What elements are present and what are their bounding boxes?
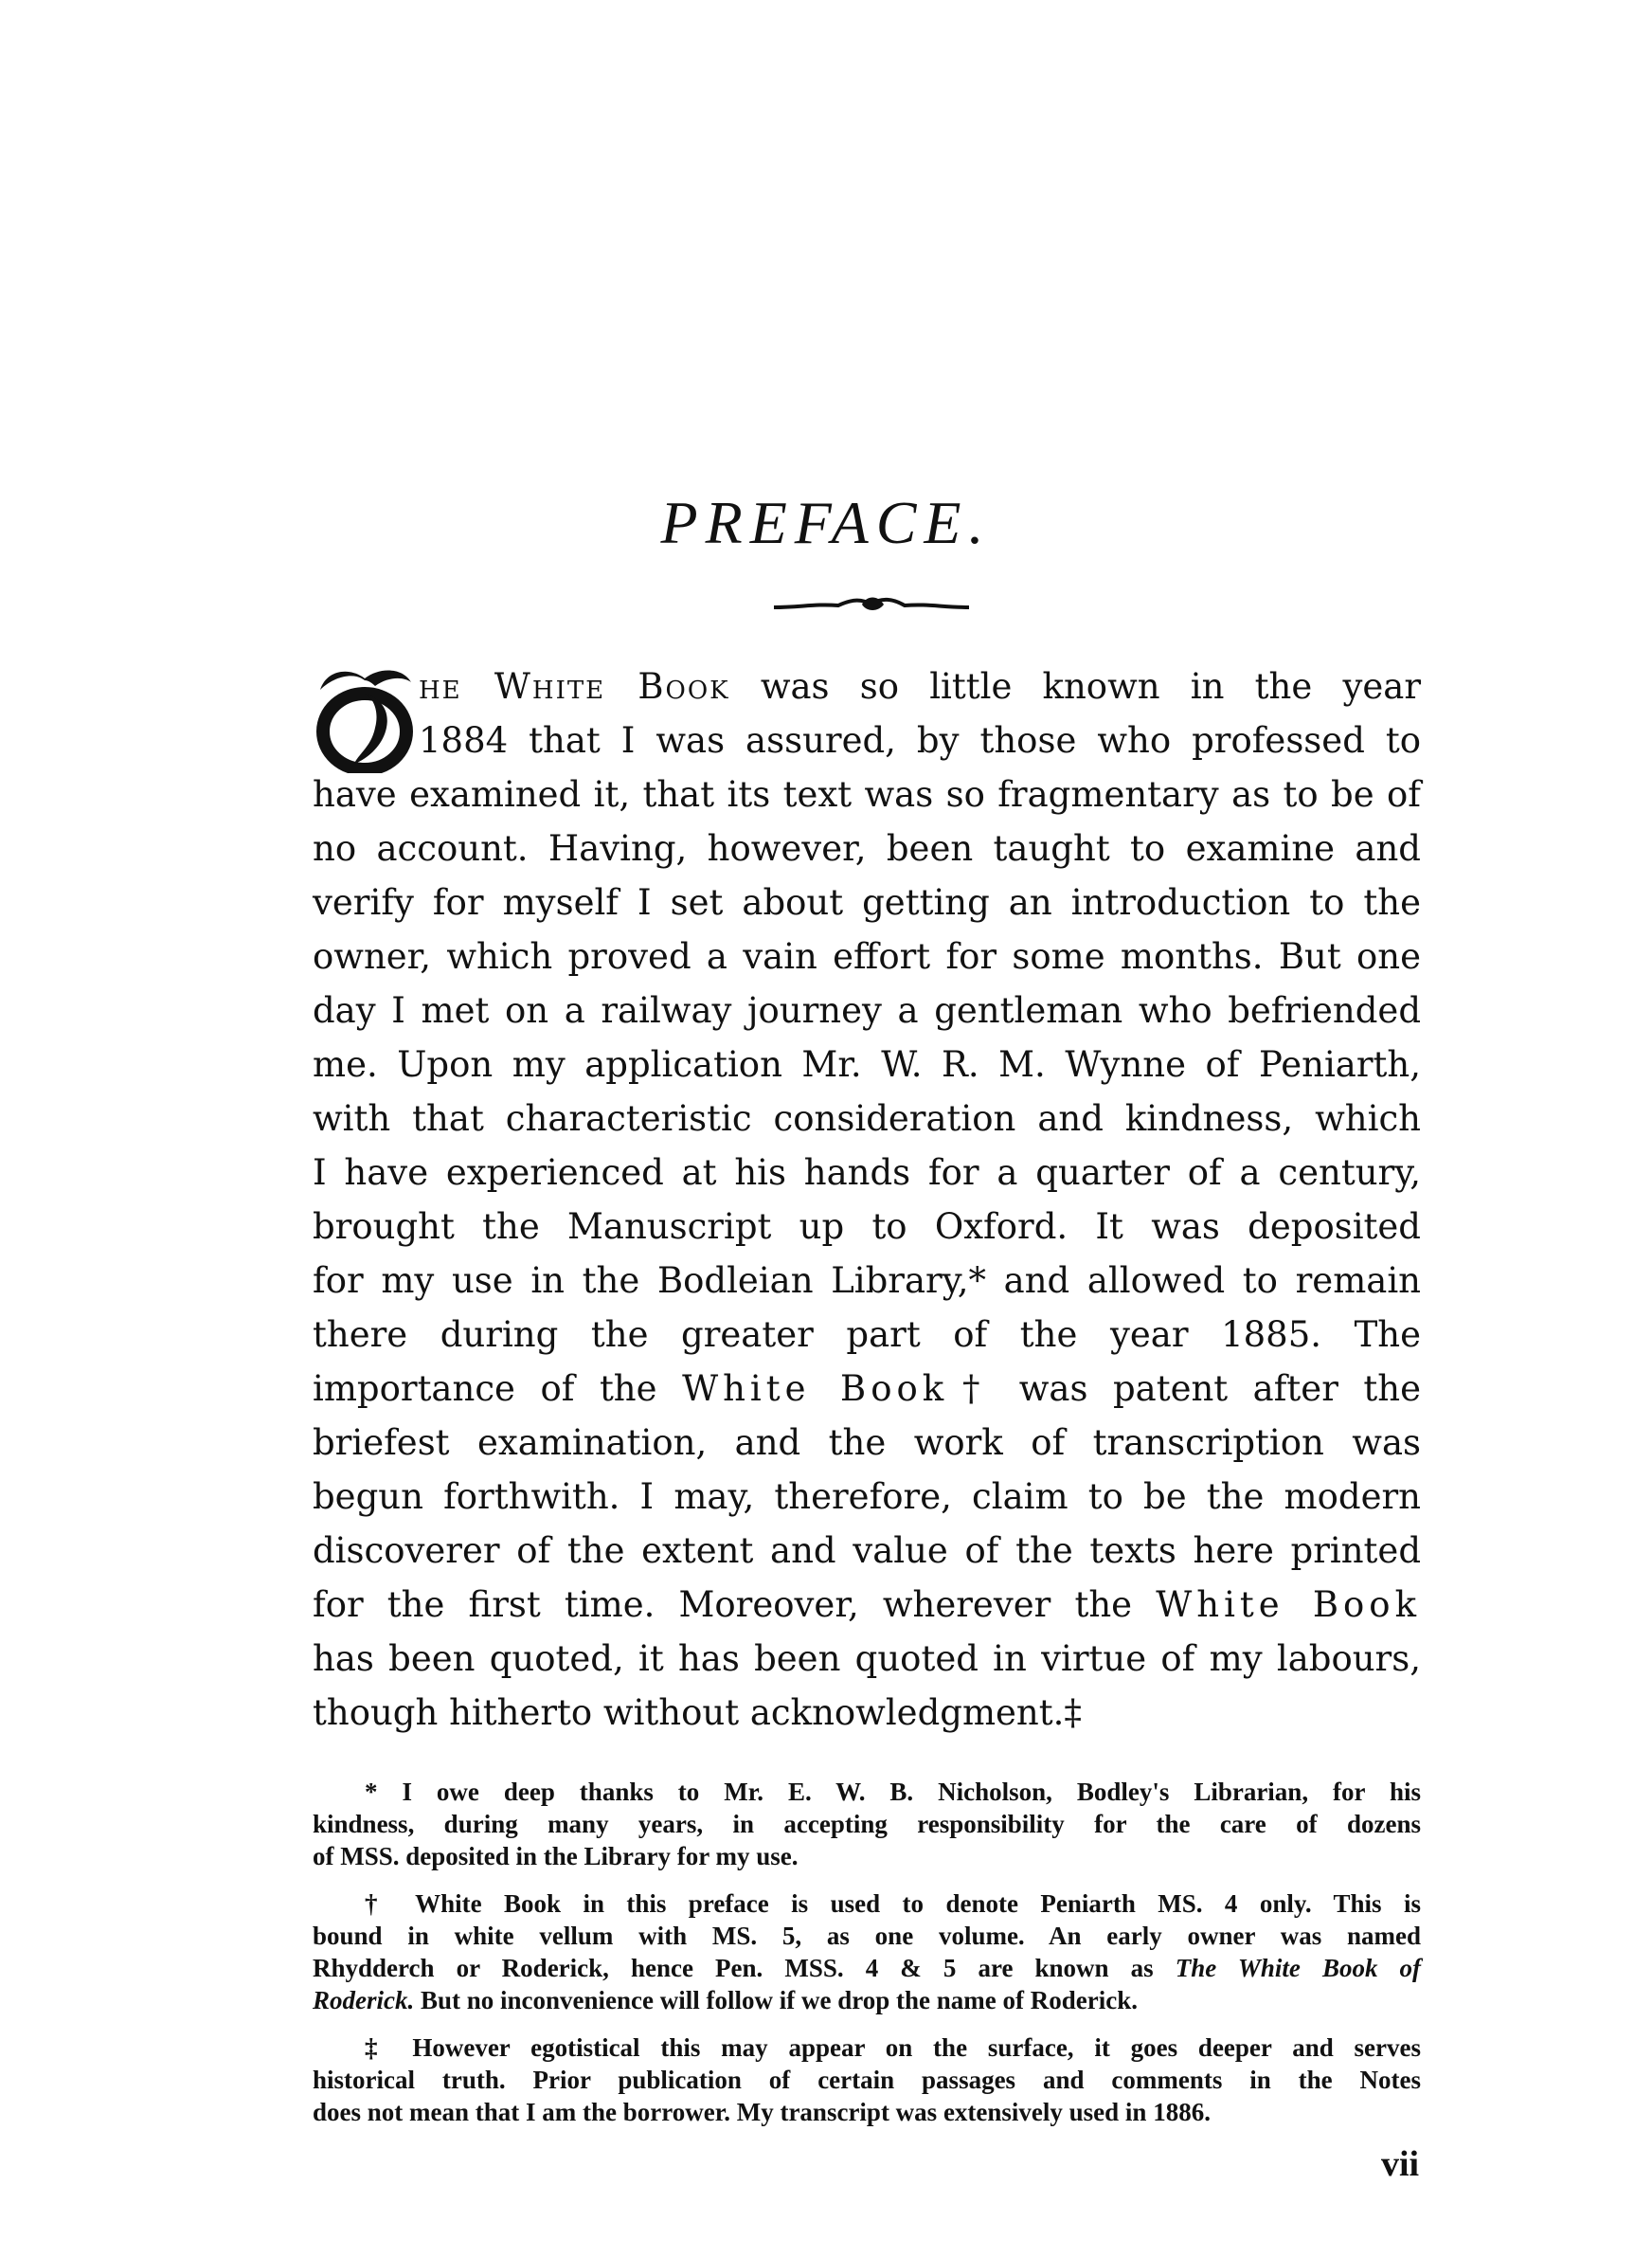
white-book-title: he White Book: [419, 666, 730, 707]
body-line: me. Upon my application Mr. W. R. M. Wynne of Peniarth,: [313, 1044, 1421, 1085]
page-number: vii: [1381, 2144, 1420, 2184]
footnotes: [313, 1776, 1421, 2128]
footnote-text: But no inconvenience will follow if we drop the name of Roderick.: [421, 1986, 1138, 2014]
body-line: owner, which proved a vain effort for some months. But one: [313, 936, 1421, 977]
body-line: discoverer of the extent and value of the texts here printed: [313, 1530, 1421, 1571]
body-line: there during the greater part of the year 1885. The: [313, 1314, 1421, 1355]
footnote-2: † White Book in this preface is used to denote Peniarth MS. 4 only. This is: [365, 1889, 1421, 1918]
footnote-line: of MSS. deposited in the Library for my use.: [313, 1842, 799, 1870]
body-line-18: [313, 1578, 1421, 1632]
body-line: I have experienced at his hands for a quarter of a century,: [313, 1152, 1421, 1193]
italic-title: Roderick.: [313, 1986, 415, 2014]
footnote-line: [313, 1952, 1421, 1984]
footnote-line: does not mean that I am the borrower. My transcript was extensively used in 1886.: [313, 2098, 1211, 2126]
footnote-line: [313, 1984, 1421, 2016]
body-line-1-text: was so little known in the year: [760, 666, 1422, 707]
white-book-mention: White Book: [682, 1368, 949, 1409]
ornament-divider-icon: [772, 595, 971, 616]
body-line: brought the Manuscript up to Oxford. It was deposited: [313, 1206, 1421, 1247]
body-line: have examined it, that its text was so fragmentary as to be of: [313, 774, 1421, 815]
white-book-mention: White Book: [1156, 1584, 1421, 1625]
page-title: PREFACE.: [660, 489, 992, 556]
opening-lines: [313, 659, 1421, 767]
body-line: day I met on a railway journey a gentleman who befriended: [313, 990, 1421, 1031]
footnote-text: Rhydderch or Roderick, hence Pen. MSS. 4 & 5 are known as: [313, 1954, 1154, 1982]
body-line-14-a: importance of the: [313, 1368, 657, 1409]
body-line: with that characteristic consideration and kindness, which: [313, 1098, 1421, 1139]
drop-cap: [313, 661, 417, 773]
body-line-14: [313, 1362, 1421, 1416]
footnote-line: bound in white vellum with MS. 5, as one volume. An early owner was named: [313, 1922, 1421, 1950]
body-line-18-a: for the first time. Moreover, wherever the: [313, 1584, 1133, 1625]
footnote-line: kindness, during many years, in accepting responsibility for the care of dozens: [313, 1810, 1421, 1838]
footnote-1: * I owe deep thanks to Mr. E. W. B. Nicholson, Bodley's Librarian, for his: [365, 1778, 1421, 1806]
body-line: has been quoted, it has been quoted in virtue of my labours,: [313, 1638, 1421, 1679]
body-line: briefest examination, and the work of transcription was: [313, 1422, 1421, 1463]
body-line-last: though hitherto without acknowledgment.‡: [313, 1692, 1082, 1733]
italic-title: The White Book of: [1175, 1954, 1422, 1982]
body-line-1: [419, 659, 1421, 713]
body-line: begun forthwith. I may, therefore, claim to be the modern: [313, 1476, 1421, 1517]
body-line: verify for myself I set about getting an introduction to the: [313, 882, 1421, 923]
footnote-3: ‡ However egotistical this may appear on the surface, it goes deeper and serves: [365, 2033, 1421, 2062]
footnote-line: historical truth. Prior publication of certain passages and comments in the Notes: [313, 2066, 1421, 2094]
body-line: no account. Having, however, been taught to examine and: [313, 828, 1421, 869]
body-line-2: 1884 that I was assured, by those who professed to: [419, 720, 1421, 761]
body-line: for my use in the Bodleian Library,* and allowed to remain: [313, 1260, 1421, 1301]
body-line-14-b: † was patent after the: [948, 1368, 1421, 1409]
preface-body: [313, 659, 1421, 1740]
